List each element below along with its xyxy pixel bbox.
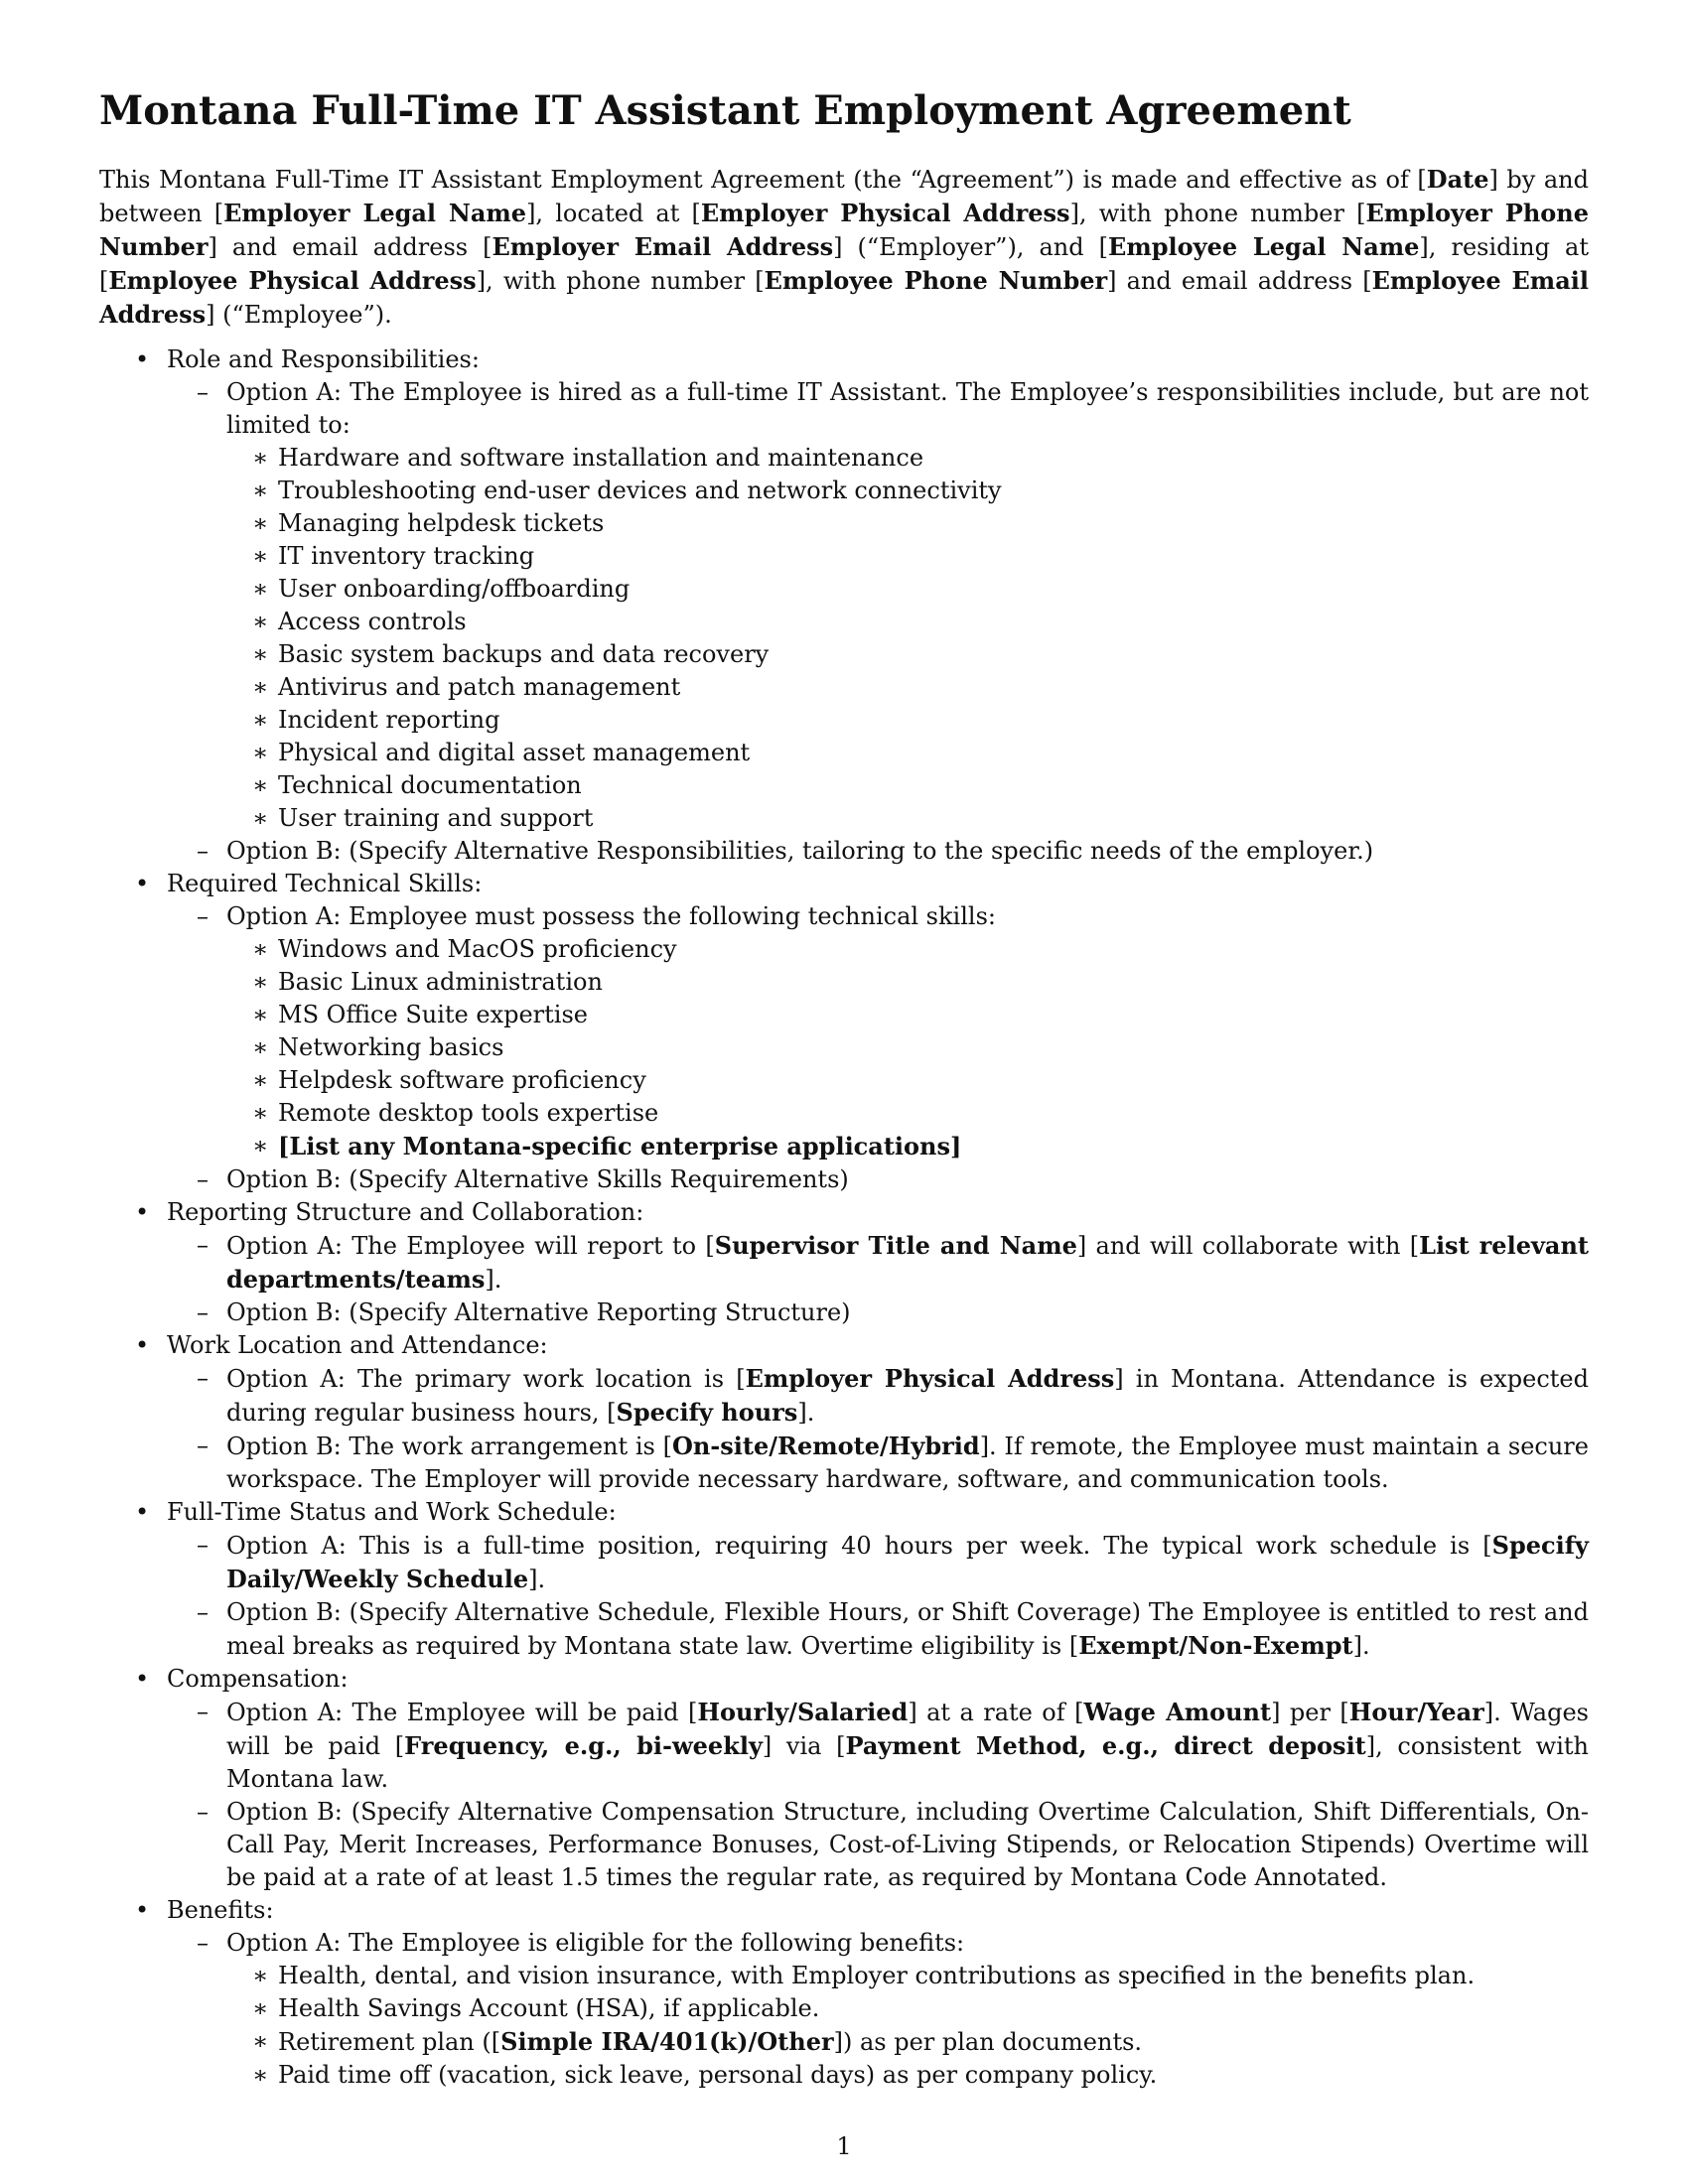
option-a (167, 1362, 1589, 1430)
section-benefits (99, 1894, 1589, 2092)
placeholder-employer-address: Employer Physical Address (700, 199, 1070, 227)
option-b: – Option B: (Specify Alternative Reporting Structure) (167, 1297, 1589, 1329)
placeholder-date: Date (1426, 165, 1489, 194)
option-list (167, 1362, 1589, 1496)
section-heading: Reporting Structure and Collaboration: (167, 1198, 644, 1226)
placeholder-hours: Specify hours (616, 1398, 798, 1427)
placeholder-work-address: Employer Physical Address (745, 1364, 1115, 1393)
option-text: ] per [ (1271, 1699, 1349, 1726)
intro-text: ] and email address [ (208, 233, 492, 261)
placeholder-employee-address: Employee Physical Address (108, 266, 477, 295)
option-text: ]. (1352, 1632, 1370, 1660)
sub-list (226, 933, 1589, 1163)
option-text: ] via [ (762, 1732, 846, 1760)
placeholder-employer-name: Employer Legal Name (223, 199, 527, 227)
section-schedule (99, 1496, 1589, 1663)
option-b: – Option B: (Specify Alternative Skills Requirements) (167, 1163, 1589, 1196)
intro-text: ], with phone number [ (476, 267, 765, 295)
list-item: ∗ Incident reporting (226, 704, 1589, 737)
option-list (167, 1696, 1589, 1894)
list-item: ∗ Physical and digital asset management (226, 737, 1589, 769)
list-item: ∗ Basic system backups and data recovery (226, 638, 1589, 671)
list-item: ∗ User onboarding/offboarding (226, 573, 1589, 606)
option-text: Option B: The work arrangement is [ (226, 1433, 672, 1460)
page-number: 1 (836, 2132, 852, 2160)
placeholder-schedule: Specify Daily/Weekly Schedule (226, 1531, 1589, 1593)
placeholder-pay-type: Hourly/Salaried (697, 1698, 909, 1726)
option-text: Option A: Employee must possess the following technical skills: (226, 902, 996, 930)
document-title: Montana Full-Time IT Assistant Employment Agreement (99, 87, 1351, 134)
option-text: ] in Montana. Attendance is expected during regular business hours, [ (226, 1365, 1589, 1427)
option-text: ]. If remote, the Employee must maintain a secure workspace. The Employer will provide necessary hardware, software, and communication tools. (226, 1433, 1589, 1493)
section-heading: Required Technical Skills: (167, 870, 483, 897)
option-text: ]. (485, 1266, 502, 1294)
placeholder-employee-name: Employee Legal Name (1108, 232, 1420, 261)
option-b: – Option B: (Specify Alternative Compensation Structure, including Overtime Calculation, Shift Differentials, On-Call Pay, Merit Increases, Performance Bonuses, Cost-of-Living Stipends, or Relocation Stipends) Overtime will be paid at a rate of at least 1.5 times the regular rate, as required by Montana Code Annotated. (167, 1796, 1589, 1894)
option-a (167, 1696, 1589, 1796)
section-heading: Benefits: (167, 1896, 274, 1924)
option-text: ]. (528, 1566, 546, 1593)
list-item: ∗ Basic Linux administration (226, 966, 1589, 999)
list-item: ∗ Hardware and software installation and maintenance (226, 442, 1589, 475)
section-skills (99, 868, 1589, 1196)
list-item: ∗ Helpdesk software proficiency (226, 1064, 1589, 1097)
list-item: ∗ Health, dental, and vision insurance, with Employer contributions as specified in the benefits plan. (226, 1960, 1589, 1992)
option-a (167, 1529, 1589, 1596)
option-b: – Option B: (Specify Alternative Responsibilities, tailoring to the specific needs of the employer.) (167, 835, 1589, 868)
option-text: ] at a rate of [ (908, 1699, 1084, 1726)
placeholder-wage: Wage Amount (1083, 1698, 1272, 1726)
option-a (167, 1229, 1589, 1297)
list-item: ∗ Windows and MacOS proficiency (226, 933, 1589, 966)
intro-text: ] and email address [ (1107, 267, 1372, 295)
section-heading: Role and Responsibilities: (167, 345, 480, 373)
list-item (226, 2025, 1589, 2059)
placeholder-employee-phone: Employee Phone Number (764, 266, 1108, 295)
intro-paragraph (99, 163, 1589, 332)
section-compensation (99, 1663, 1589, 1894)
intro-text: This Montana Full-Time IT Assistant Employment Agreement (the “Agreement”) is made and effective as of [ (99, 166, 1427, 194)
intro-text: ] by and between [ (99, 166, 1590, 227)
placeholder-supervisor: Supervisor Title and Name (714, 1231, 1077, 1260)
placeholder-employee-email: Employee Email Address (99, 266, 1589, 329)
option-a (167, 900, 1589, 1163)
placeholder-enterprise-apps: List any Montana-specific enterprise applications (289, 1132, 951, 1160)
placeholder-teams: List relevant departments/teams (226, 1231, 1589, 1294)
option-text: ]. Wages will be paid [ (226, 1699, 1589, 1760)
intro-text: ], located at [ (526, 200, 701, 227)
section-list (99, 343, 1589, 2092)
document-page (99, 87, 1589, 2092)
sub-list (226, 1960, 1589, 2092)
list-item: ∗ IT inventory tracking (226, 540, 1589, 573)
option-list (167, 900, 1589, 1196)
intro-text: ], with phone number [ (1069, 200, 1366, 227)
placeholder-employer-phone: Employer Phone Number (99, 199, 1589, 261)
option-text: Retirement plan ([ (278, 2028, 501, 2056)
section-reporting (99, 1196, 1589, 1329)
placeholder-payment-method: Payment Method, e.g., direct deposit (845, 1731, 1366, 1760)
list-item: ∗ Health Savings Account (HSA), if applicable. (226, 1992, 1589, 2025)
option-text: ] and will collaborate with [ (1076, 1232, 1420, 1260)
option-list (167, 376, 1589, 868)
sub-list (226, 442, 1589, 835)
option-text: Option A: The Employee will be paid [ (226, 1699, 698, 1726)
option-text: Option A: This is a full-time position, requiring 40 hours per week. The typical work schedule is [ (226, 1532, 1492, 1560)
list-item: ∗ Antivirus and patch management (226, 671, 1589, 704)
option-text: ]) as per plan documents. (833, 2028, 1143, 2056)
option-a (167, 1927, 1589, 2092)
option-text: ]. (797, 1399, 815, 1427)
option-text: Option A: The Employee will report to [ (226, 1232, 715, 1260)
list-item: ∗ Managing helpdesk tickets (226, 507, 1589, 540)
placeholder-exempt-status: Exempt/Non-Exempt (1078, 1631, 1353, 1660)
list-item: ∗ Troubleshooting end-user devices and network connectivity (226, 475, 1589, 507)
list-item: ∗ Technical documentation (226, 769, 1589, 802)
intro-text: ] (“Employer”), and [ (833, 233, 1109, 261)
option-text: Option B: (Specify Alternative Schedule, Flexible Hours, or Shift Coverage) The Employee is entitled to rest and meal breaks as required by Montana state law. Overtime eligibility is [ (226, 1598, 1589, 1660)
intro-text: ] (“Employee”). (206, 301, 392, 329)
option-list (167, 1529, 1589, 1663)
list-item: ∗ [List any Montana-specific enterprise applications] (226, 1130, 1589, 1163)
placeholder-pay-period: Hour/Year (1348, 1698, 1484, 1726)
option-text: Option A: The primary work location is [ (226, 1365, 746, 1393)
placeholder-retirement-plan: Simple IRA/401(k)/Other (500, 2027, 834, 2056)
section-location (99, 1329, 1589, 1496)
list-item: ∗ Networking basics (226, 1031, 1589, 1064)
option-b (167, 1430, 1589, 1496)
option-list (167, 1229, 1589, 1329)
section-role (99, 343, 1589, 868)
option-text: Option A: The Employee is hired as a full-time IT Assistant. The Employee’s responsibilities include, but are not limited to: (226, 378, 1589, 439)
list-item: ∗ Remote desktop tools expertise (226, 1097, 1589, 1130)
placeholder-frequency: Frequency, e.g., bi-weekly (404, 1731, 763, 1760)
section-heading: Compensation: (167, 1665, 349, 1693)
placeholder-employer-email: Employer Email Address (492, 232, 834, 261)
option-text: ], consistent with Montana law. (226, 1732, 1589, 1793)
list-item: ∗ Access controls (226, 606, 1589, 638)
section-heading: Full-Time Status and Work Schedule: (167, 1498, 617, 1526)
option-text: Option A: The Employee is eligible for the following benefits: (226, 1929, 965, 1957)
option-list (167, 1927, 1589, 2092)
option-b (167, 1596, 1589, 1663)
section-heading: Work Location and Attendance: (167, 1331, 548, 1359)
list-item: ∗ User training and support (226, 802, 1589, 835)
option-a (167, 376, 1589, 835)
list-item: ∗ Paid time off (vacation, sick leave, personal days) as per company policy. (226, 2059, 1589, 2092)
placeholder-arrangement: On-site/Remote/Hybrid (671, 1432, 980, 1460)
intro-text: ], residing at [ (99, 233, 1589, 295)
list-item: ∗ MS Office Suite expertise (226, 999, 1589, 1031)
